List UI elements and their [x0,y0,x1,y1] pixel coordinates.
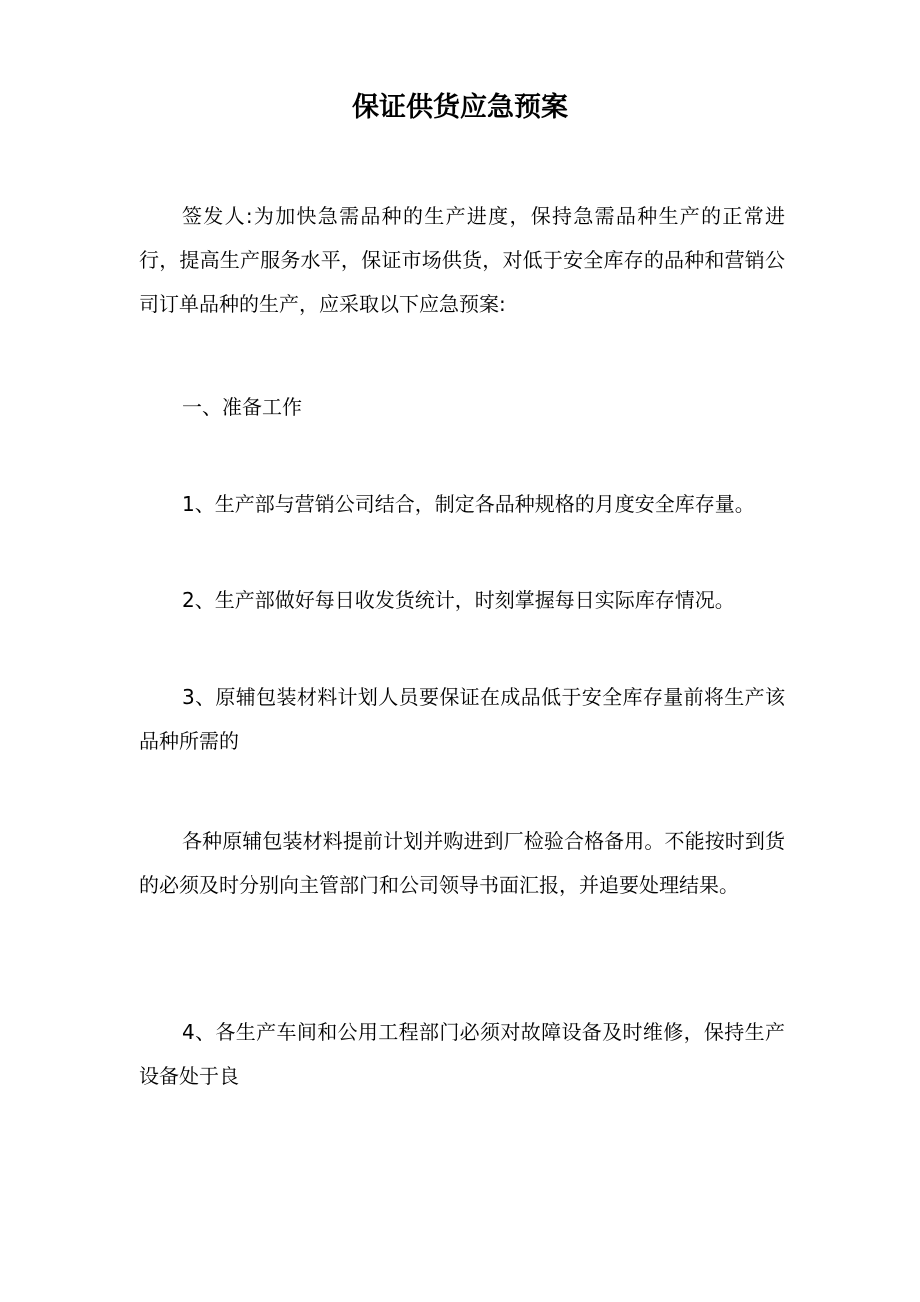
document-title: 保证供货应急预案 [352,92,568,123]
list-item-3-continued: 各种原辅包装材料提前计划并购进到厂检验合格备用。不能按时到货的必须及时分别向主管部门和公司领导书面汇报，并追要处理结果。 [139,829,785,897]
intro-paragraph: 签发人:为加快急需品种的生产进度，保持急需品种生产的正常进行，提高生产服务水平，保证市场供货，对低于安全库存的品种和营销公司订单品种的生产，应采取以下应急预案: [139,204,785,316]
list-item-1: 1、生产部与营销公司结合，制定各品种规格的月度安全库存量。 [182,492,755,516]
list-item-2: 2、生产部做好每日收发货统计，时刻掌握每日实际库存情况。 [182,588,735,612]
list-item-3: 3、原辅包装材料计划人员要保证在成品低于安全库存量前将生产该品种所需的 [139,685,785,753]
section-heading-preparation: 一、准备工作 [182,395,302,419]
list-item-4: 4、各生产车间和公用工程部门必须对故障设备及时维修，保持生产设备处于良 [139,1020,785,1088]
